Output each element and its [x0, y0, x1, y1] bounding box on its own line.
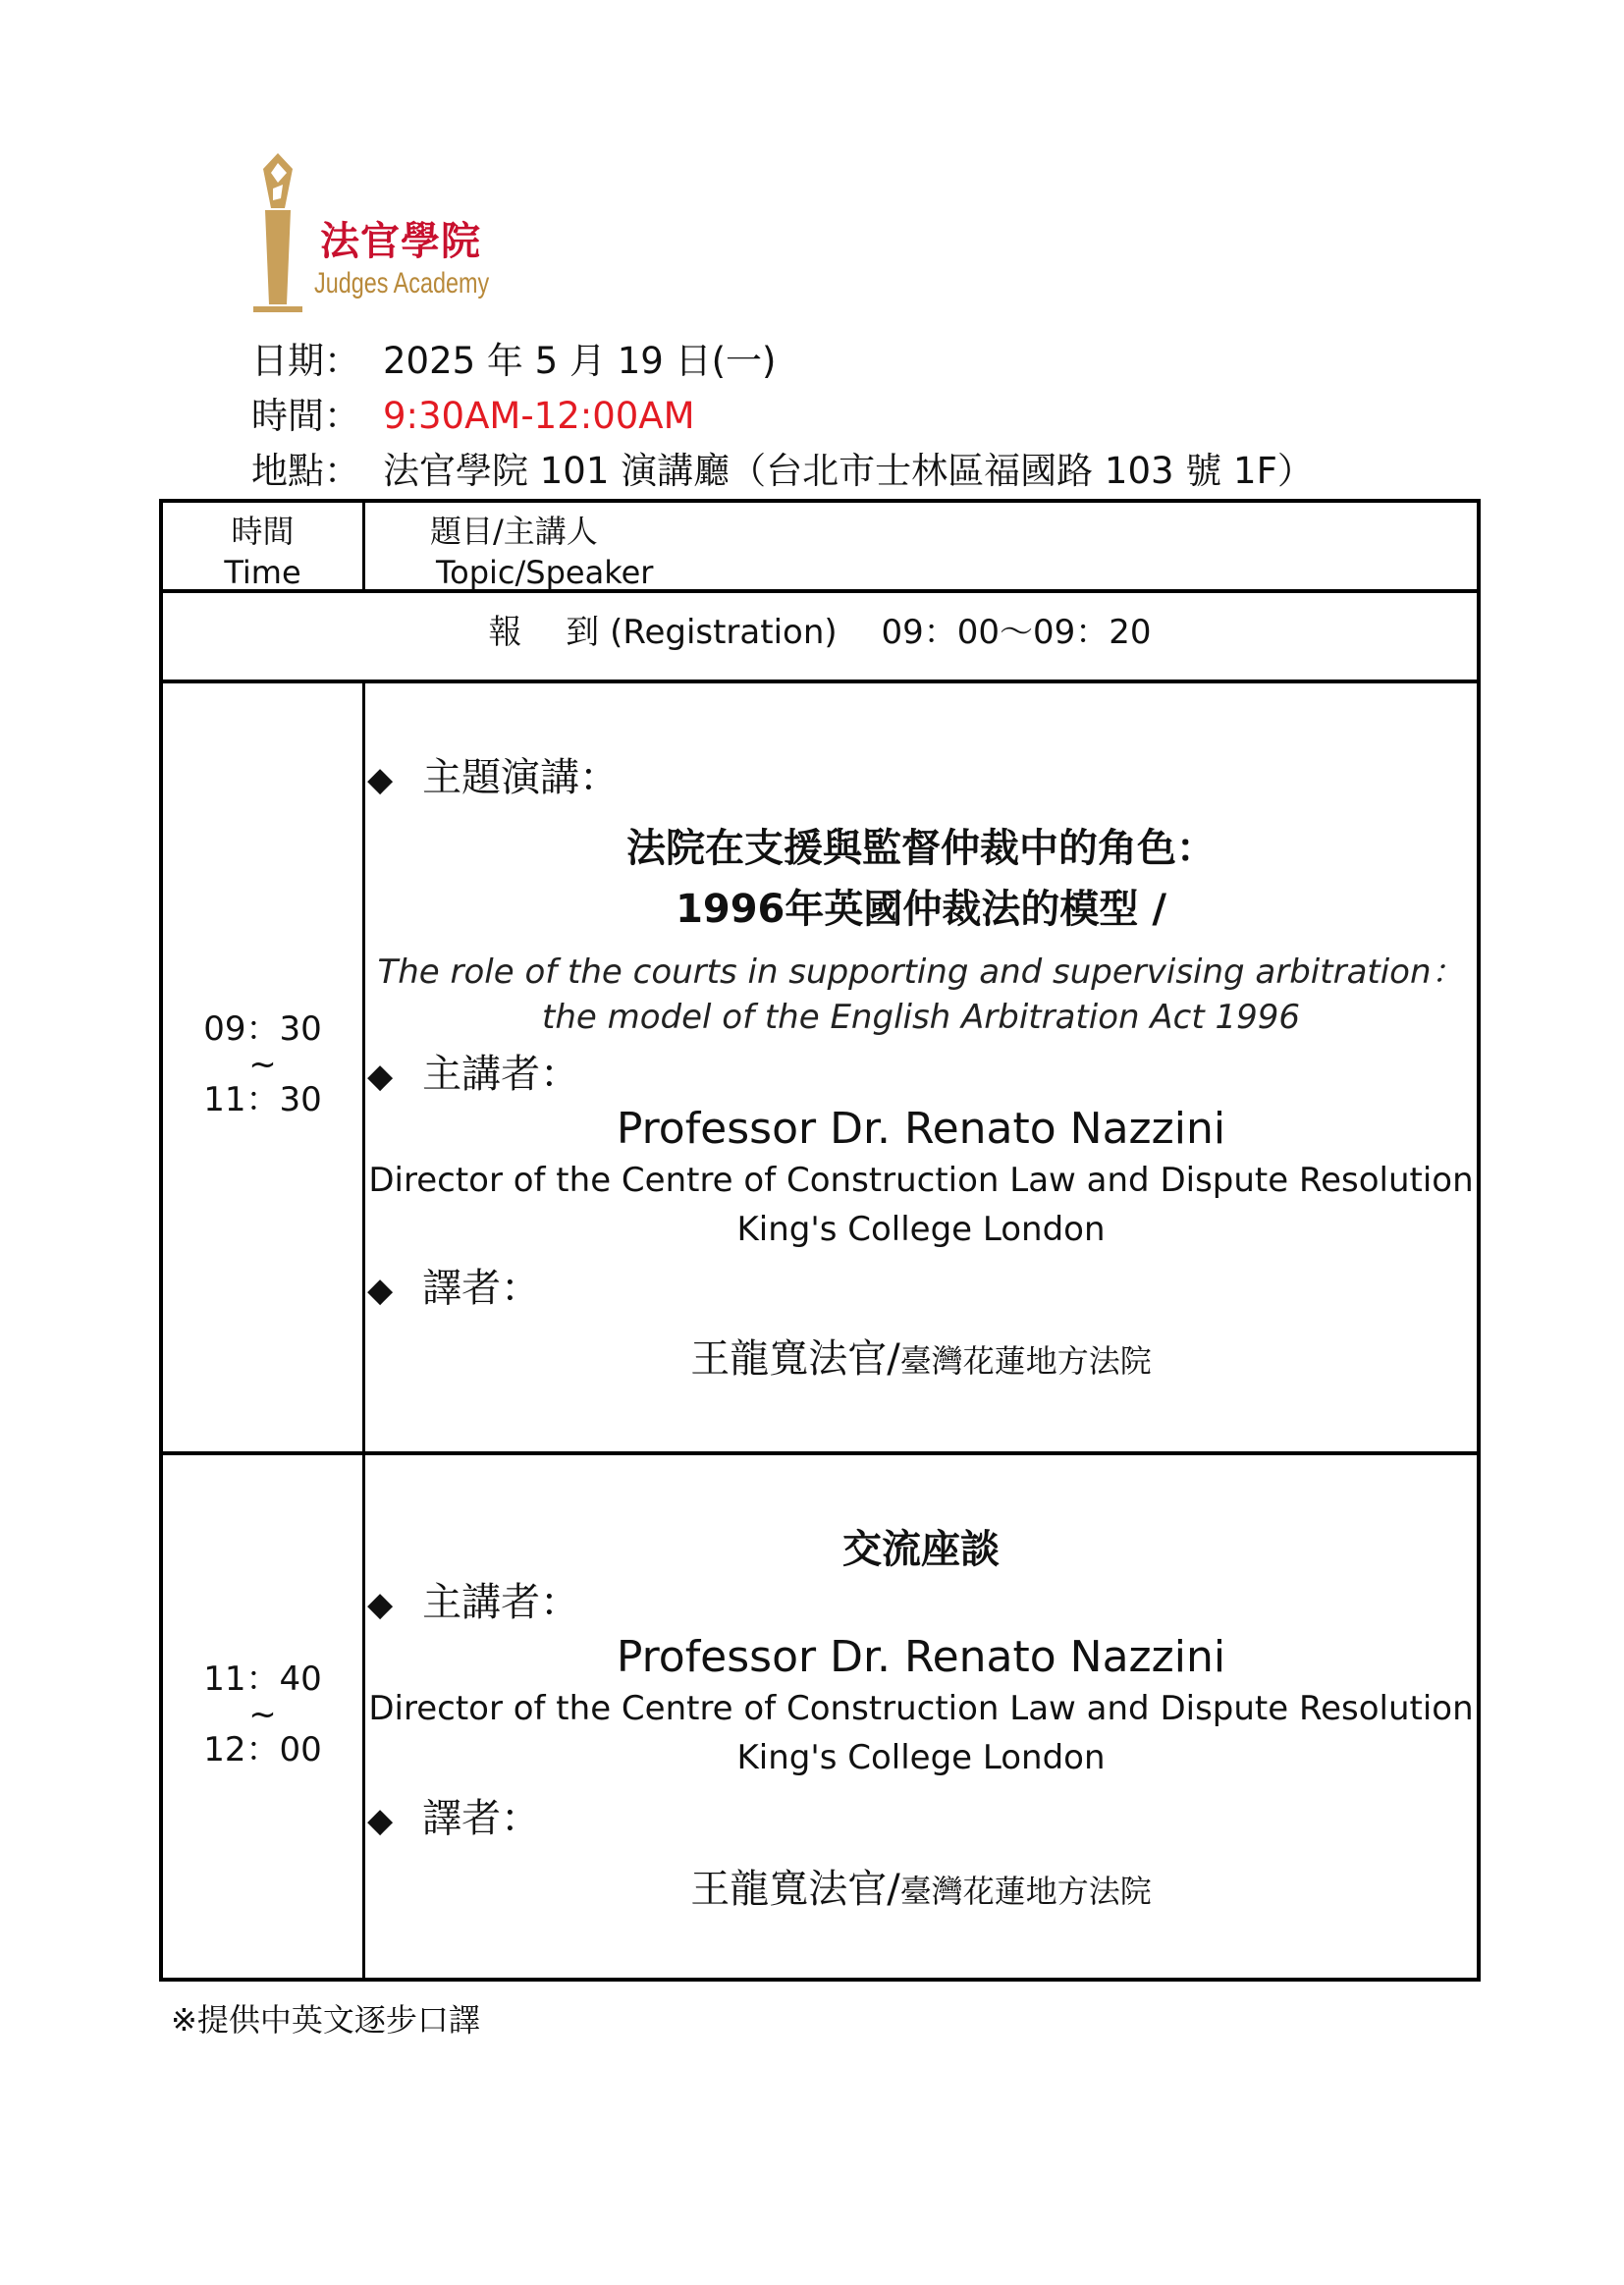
time-label: 時間： [251, 395, 360, 437]
speaker-org: King's College London [736, 1210, 1106, 1249]
table-column-divider [362, 503, 365, 589]
speaker-org: King's College London [736, 1738, 1106, 1777]
translator-line [365, 1328, 1477, 1384]
header-topic-en: Topic/Speaker [436, 554, 654, 591]
speaker-name: Professor Dr. Renato Nazzini [616, 1632, 1226, 1682]
speaker-title: Director of the Centre of Construction Law and Dispute Resolution [368, 1161, 1474, 1200]
translator-heading [367, 1795, 540, 1844]
speaker-heading [367, 1579, 579, 1628]
translator-name: 王龍寬法官/ [690, 1336, 900, 1382]
translator-court: 臺灣花蓮地方法院 [899, 1342, 1152, 1380]
discussion-title: 交流座談 [842, 1527, 1000, 1572]
table-divider [163, 680, 1477, 683]
table-divider [163, 1451, 1477, 1455]
session2-time [163, 1659, 362, 1769]
header-time-zh: 時間 [231, 513, 295, 550]
venue-line [251, 450, 1314, 493]
logo-name-zh: 法官學院 [320, 219, 481, 264]
translator-label: 譯者： [422, 1266, 541, 1311]
session2-end: 12：00 [203, 1730, 322, 1769]
schedule-table [159, 499, 1481, 1982]
trophy-logo-icon [244, 149, 312, 318]
session1-end: 11：30 [203, 1080, 322, 1119]
keynote-title-en-1: The role of the courts in supporting and supervising arbitration： [377, 952, 1465, 992]
diamond-bullet-icon: ◆ [367, 1271, 394, 1310]
registration-row: 報 到 (Registration) 09：00～09：20 [488, 613, 1152, 652]
speaker-title: Director of the Centre of Construction Law and Dispute Resolution [368, 1689, 1474, 1728]
translator-label: 譯者： [422, 1796, 541, 1841]
diamond-bullet-icon: ◆ [367, 1585, 394, 1624]
header-topic [430, 511, 653, 593]
speaker-heading [367, 1051, 579, 1100]
translator-name: 王龍寬法官/ [690, 1867, 900, 1912]
session1-tilde: ~ [248, 1045, 277, 1084]
translator-court: 臺灣花蓮地方法院 [899, 1873, 1152, 1910]
date-label: 日期： [251, 340, 360, 382]
diamond-bullet-icon: ◆ [367, 760, 394, 799]
keynote-title-zh-2: 1996年英國仲裁法的模型 / [676, 887, 1166, 932]
speaker-label: 主講者： [422, 1052, 580, 1097]
date-value: 2025 年 5 月 19 日(一) [383, 340, 777, 382]
venue-value: 法官學院 101 演講廳（台北市士林區福國路 103 號 1F） [383, 450, 1314, 492]
header-time [163, 511, 362, 593]
keynote-title-zh-1: 法院在支援與監督仲裁中的角色： [626, 826, 1216, 871]
session2-start: 11：40 [203, 1659, 322, 1699]
header-topic-zh: 題目/主講人 [430, 513, 598, 550]
session2-tilde: ~ [248, 1695, 277, 1734]
diamond-bullet-icon: ◆ [367, 1057, 394, 1096]
session1-time [163, 1009, 362, 1119]
time-line [251, 395, 695, 438]
venue-label: 地點： [251, 450, 360, 492]
diamond-bullet-icon: ◆ [367, 1801, 394, 1840]
keynote-heading [367, 754, 619, 803]
interpretation-footnote: ※提供中英文逐步口譯 [171, 2001, 480, 2039]
header-time-en: Time [224, 554, 301, 591]
speaker-label: 主講者： [422, 1580, 580, 1625]
judges-academy-logo [244, 149, 490, 318]
date-line [251, 340, 776, 383]
logo-name-en: Judges Academy [314, 267, 490, 299]
time-value: 9:30AM-12:00AM [383, 395, 695, 437]
keynote-label: 主題演講： [422, 755, 620, 800]
session1-start: 09：30 [203, 1009, 322, 1049]
keynote-title-en-2: the model of the English Arbitration Act 1996 [541, 998, 1300, 1037]
translator-heading [367, 1265, 540, 1314]
translator-line [365, 1858, 1477, 1914]
speaker-name: Professor Dr. Renato Nazzini [616, 1104, 1226, 1154]
